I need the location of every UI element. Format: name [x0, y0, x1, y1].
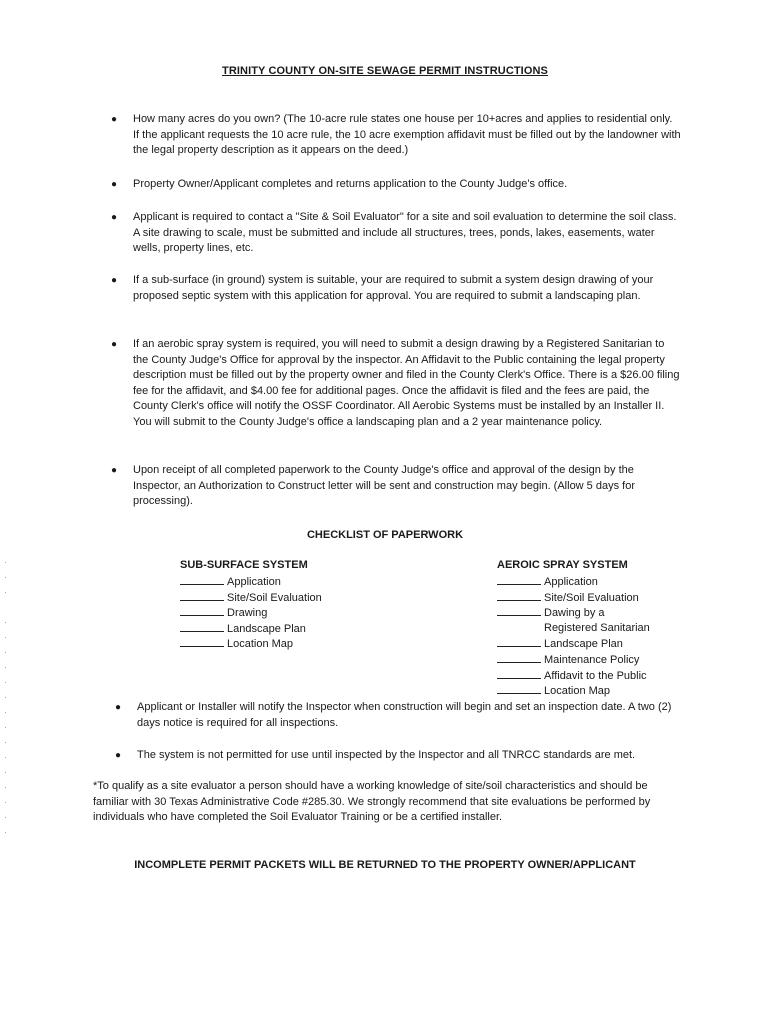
checklist-item: Affidavit to the Public [497, 668, 697, 684]
footer-notice: INCOMPLETE PERMIT PACKETS WILL BE RETURNED TO THE PROPERTY OWNER/APPLICANT [134, 859, 636, 871]
list-item [111, 210, 681, 257]
checkbox-blank [497, 574, 541, 585]
checklist-item: Application [180, 574, 420, 590]
document-title: TRINITY COUNTY ON-SITE SEWAGE PERMIT INSTRUCTIONS [222, 65, 548, 77]
checklist-item: Landscape Plan [497, 636, 697, 652]
checklist-item: Site/Soil Evaluation [180, 590, 420, 606]
aerobic-heading: AEROIC SPRAY SYSTEM [497, 559, 628, 571]
list-item [111, 112, 681, 159]
checkbox-blank [180, 590, 224, 601]
checklist-title: CHECKLIST OF PAPERWORK [306, 529, 464, 541]
checklist-item: Dawing by a [497, 605, 697, 621]
list-item-text: How many acres do you own? (The 10-acre rule states one house per 10+acres and applies to residential only. If the applicant requests the 10 acre rule, the 10 acre exemption affidavit must be filled out by the landowner with the legal property description as it appears on the deed.) [133, 113, 681, 157]
list-item-text: Upon receipt of all completed paperwork to the County Judge's office and approval of the design by the Inspector, an Authorization to Construct letter will be sent and construction may begin. (Allow 5 days for processing). [133, 464, 635, 508]
bullet-icon: ● [111, 465, 118, 476]
bullet-icon: ● [115, 750, 122, 761]
list-item-text: Applicant or Installer will notify the Inspector when construction will begin and set an inspection date. A two (2) days notice is required for all inspections. [137, 701, 672, 729]
checklist-item: Maintenance Policy [497, 652, 697, 668]
sub-surface-checklist [180, 558, 420, 652]
aerobic-checklist [497, 558, 697, 699]
checkbox-blank [180, 574, 224, 585]
bullet-icon: ● [111, 114, 118, 125]
footnote: *To qualify as a site evaluator a person should have a working knowledge of site/soil characteristics and should be familiar with 30 Texas Administrative Code #285.30. We strongly recommend that site evaluations be performed by individuals who have completed the Soil Evaluator Training or be a certified installer. [93, 780, 651, 824]
bullet-icon: ● [111, 212, 118, 223]
list-item-text: Property Owner/Applicant completes and returns application to the County Judge's office. [133, 178, 568, 190]
list-item [111, 177, 681, 193]
checkbox-blank [180, 636, 224, 647]
checkbox-blank [497, 605, 541, 616]
list-item-text: Applicant is required to contact a "Site & Soil Evaluator" for a site and soil evaluation to determine the soil class. A site drawing to scale, must be submitted and include all structures, trees, ponds, lakes, easements, water wells, property lines, etc. [133, 211, 677, 255]
bullet-icon: ● [111, 339, 118, 350]
list-item [115, 748, 677, 764]
checklist-item: Landscape Plan [180, 621, 420, 637]
checklist-item: Application [497, 574, 697, 590]
list-item-text: If an aerobic spray system is required, you will need to submit a design drawing by a Registered Sanitarian to the County Judge's Office for approval by the inspector. An Affidavit to the Public containing the legal property description must be filled out by the property owner and filed in the County Clerk's Office. There is a $26.00 filing fee for the affidavit, and $4.00 fee for additional pages. Once the affidavit is filed and the fees are paid, the County Clerk's office will notify the OSSF Coordinator. All Aerobic Systems must be installed by an Installer II. You will submit to the County Judge's office a landscaping plan and a 2 year maintenance policy. [133, 338, 680, 428]
bullet-icon: ● [115, 702, 122, 713]
list-item-text: The system is not permitted for use until inspected by the Inspector and all TNRCC standards are met. [137, 749, 636, 761]
list-item [111, 337, 681, 431]
bullet-icon: ● [111, 275, 118, 286]
list-item [111, 463, 681, 510]
checklist-item: Location Map [180, 636, 420, 652]
sub-surface-heading: SUB-SURFACE SYSTEM [180, 559, 308, 571]
checkbox-blank [497, 590, 541, 601]
checklist-item: Site/Soil Evaluation [497, 590, 697, 606]
checkbox-blank [497, 652, 541, 663]
scan-margin-marks: · · · · · · · · · · · · · · · · · · [4, 558, 7, 837]
list-item [115, 700, 677, 731]
checkbox-blank [497, 636, 541, 647]
checkbox-blank [497, 668, 541, 679]
checklist-item-continued: Registered Sanitarian [544, 621, 650, 634]
checkbox-blank [180, 605, 224, 616]
checklist-item: Drawing [180, 605, 420, 621]
checkbox-blank [497, 683, 541, 694]
list-item [111, 273, 681, 304]
list-item-text: If a sub-surface (in ground) system is suitable, your are required to submit a system design drawing of your proposed septic system with this application for approval. You are required to submit a landscaping plan. [133, 274, 654, 302]
checkbox-blank [180, 621, 224, 632]
checklist-item: Location Map [497, 683, 697, 699]
bullet-icon: ● [111, 179, 118, 190]
